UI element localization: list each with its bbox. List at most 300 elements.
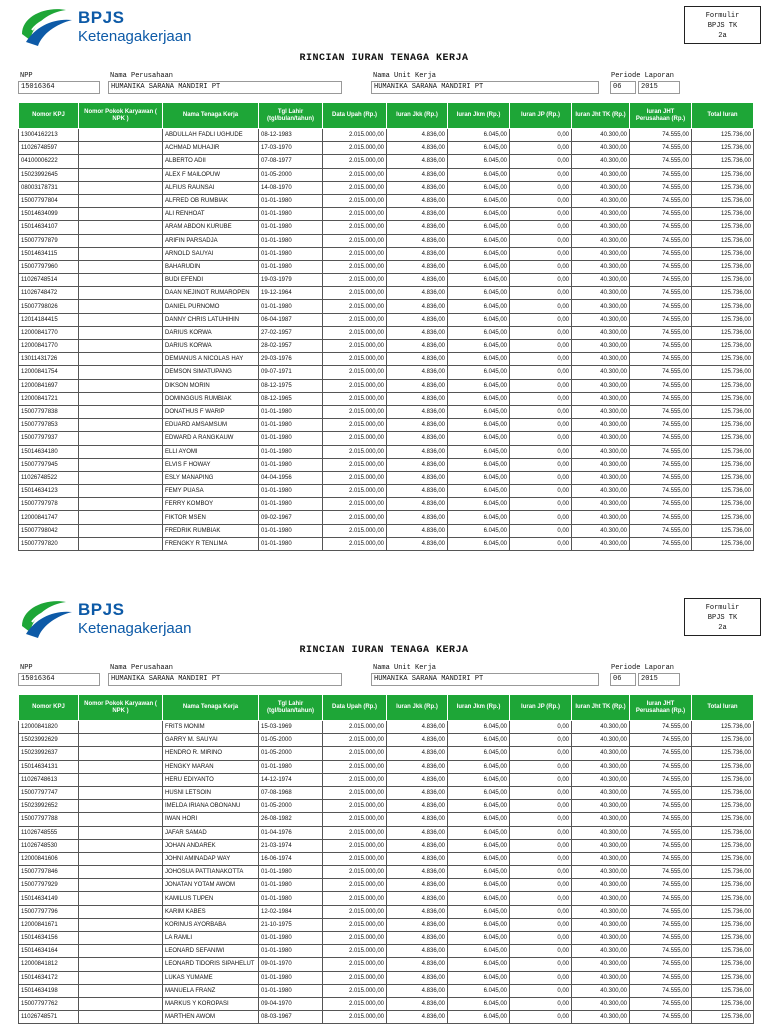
cell-jht-p: 74.555,00 — [630, 432, 692, 445]
cell-jp: 0,00 — [510, 458, 572, 471]
cell-upah: 2.015.000,00 — [323, 392, 387, 405]
cell-tgl-lahir: 01-04-1976 — [259, 826, 323, 839]
cell-jp: 0,00 — [510, 353, 572, 366]
cell-jht-tk: 40.300,00 — [572, 432, 630, 445]
cell-jht-p: 74.555,00 — [630, 221, 692, 234]
cell-jkm: 6.045,00 — [448, 760, 510, 773]
cell-jht-p: 74.555,00 — [630, 313, 692, 326]
cell-jkm: 6.045,00 — [448, 405, 510, 418]
cell-tgl-lahir: 06-04-1987 — [259, 313, 323, 326]
cell-upah: 2.015.000,00 — [323, 800, 387, 813]
cell-npk — [79, 392, 163, 405]
cell-jp: 0,00 — [510, 839, 572, 852]
cell-jkk: 4.836,00 — [387, 260, 448, 273]
cell-jht-tk: 40.300,00 — [572, 498, 630, 511]
cell-total: 125.736,00 — [692, 984, 754, 997]
cell-npk — [79, 747, 163, 760]
cell-upah: 2.015.000,00 — [323, 1011, 387, 1024]
cell-jht-tk: 40.300,00 — [572, 879, 630, 892]
cell-kpj: 15023992637 — [19, 747, 79, 760]
cell-nama: ALI RENHOAT — [163, 208, 259, 221]
cell-jht-p: 74.555,00 — [630, 208, 692, 221]
table-row — [19, 274, 754, 287]
table-row — [19, 866, 754, 879]
table-row — [19, 287, 754, 300]
cell-jht-tk: 40.300,00 — [572, 392, 630, 405]
cell-total: 125.736,00 — [692, 747, 754, 760]
cell-nama: KAMILUS TUPEN — [163, 892, 259, 905]
cell-nama: ALBERTO ADII — [163, 155, 259, 168]
cell-jp: 0,00 — [510, 945, 572, 958]
cell-jht-p: 74.555,00 — [630, 971, 692, 984]
cell-nama: HENDRO R. MIRINO — [163, 747, 259, 760]
cell-jkm: 6.045,00 — [448, 247, 510, 260]
cell-upah: 2.015.000,00 — [323, 181, 387, 194]
cell-jkm: 6.045,00 — [448, 129, 510, 142]
period-month-field: 06 — [610, 673, 636, 686]
cell-jp: 0,00 — [510, 392, 572, 405]
cell-tgl-lahir: 01-01-1980 — [259, 194, 323, 207]
table-row — [19, 773, 754, 786]
cell-jp: 0,00 — [510, 905, 572, 918]
page-title: RINCIAN IURAN TENAGA KERJA — [299, 645, 469, 656]
cell-kpj: 12000841747 — [19, 511, 79, 524]
cell-jht-p: 74.555,00 — [630, 194, 692, 207]
cell-tgl-lahir: 26-08-1982 — [259, 813, 323, 826]
table-header-row — [19, 695, 754, 721]
cell-upah: 2.015.000,00 — [323, 892, 387, 905]
cell-jht-tk: 40.300,00 — [572, 471, 630, 484]
column-header-tgl: Tgl Lahir (tgl/bulan/tahun) — [259, 695, 323, 721]
cell-kpj: 12000841697 — [19, 379, 79, 392]
cell-upah: 2.015.000,00 — [323, 194, 387, 207]
cell-nama: JOHAN ANDAREK — [163, 839, 259, 852]
cell-total: 125.736,00 — [692, 997, 754, 1010]
cell-total: 125.736,00 — [692, 511, 754, 524]
form-line-2: BPJS TK — [707, 22, 738, 30]
cell-upah: 2.015.000,00 — [323, 945, 387, 958]
column-header-npk: Nomor Pokok Karyawan ( NPK ) — [79, 103, 163, 129]
table-row — [19, 945, 754, 958]
cell-nama: MARTHEN AWOM — [163, 1011, 259, 1024]
cell-jkk: 4.836,00 — [387, 511, 448, 524]
cell-jht-p: 74.555,00 — [630, 445, 692, 458]
cell-total: 125.736,00 — [692, 1011, 754, 1024]
cell-total: 125.736,00 — [692, 155, 754, 168]
cell-npk — [79, 432, 163, 445]
cell-jp: 0,00 — [510, 274, 572, 287]
cell-kpj: 13004162213 — [19, 129, 79, 142]
cell-npk — [79, 537, 163, 550]
cell-upah: 2.015.000,00 — [323, 826, 387, 839]
cell-total: 125.736,00 — [692, 839, 754, 852]
cell-jkm: 6.045,00 — [448, 800, 510, 813]
cell-jkm: 6.045,00 — [448, 155, 510, 168]
cell-jp: 0,00 — [510, 866, 572, 879]
cell-jht-tk: 40.300,00 — [572, 800, 630, 813]
cell-jp: 0,00 — [510, 168, 572, 181]
cell-nama: DONATHUS F WARIP — [163, 405, 259, 418]
cell-upah: 2.015.000,00 — [323, 839, 387, 852]
table-row — [19, 984, 754, 997]
cell-jkk: 4.836,00 — [387, 366, 448, 379]
cell-kpj: 15007797747 — [19, 786, 79, 799]
cell-tgl-lahir: 01-01-1980 — [259, 984, 323, 997]
bpjs-logo — [16, 4, 216, 48]
cell-nama: ABDULLAH FADLI UGHUDE — [163, 129, 259, 142]
cell-tgl-lahir: 01-01-1980 — [259, 760, 323, 773]
contribution-table — [18, 102, 754, 551]
cell-jkm: 6.045,00 — [448, 786, 510, 799]
cell-nama: ELVIS F HOWAY — [163, 458, 259, 471]
cell-nama: ACHMAD MUHAJIR — [163, 142, 259, 155]
cell-jp: 0,00 — [510, 918, 572, 931]
table-row — [19, 313, 754, 326]
cell-npk — [79, 839, 163, 852]
cell-jkk: 4.836,00 — [387, 839, 448, 852]
cell-tgl-lahir: 01-01-1980 — [259, 221, 323, 234]
cell-total: 125.736,00 — [692, 234, 754, 247]
cell-jht-p: 74.555,00 — [630, 168, 692, 181]
column-header-tgl: Tgl Lahir (tgl/bulan/tahun) — [259, 103, 323, 129]
cell-kpj: 15007797820 — [19, 537, 79, 550]
table-row — [19, 221, 754, 234]
cell-kpj: 11026748613 — [19, 773, 79, 786]
cell-kpj: 15007797937 — [19, 432, 79, 445]
cell-jkm: 6.045,00 — [448, 905, 510, 918]
cell-nama: FIKTOR MSEN — [163, 511, 259, 524]
cell-jht-p: 74.555,00 — [630, 839, 692, 852]
cell-upah: 2.015.000,00 — [323, 129, 387, 142]
cell-jht-p: 74.555,00 — [630, 234, 692, 247]
cell-tgl-lahir: 01-01-1980 — [259, 971, 323, 984]
table-row — [19, 247, 754, 260]
cell-upah: 2.015.000,00 — [323, 274, 387, 287]
cell-nama: HUSNI LETSOIN — [163, 786, 259, 799]
cell-npk — [79, 485, 163, 498]
cell-jkm: 6.045,00 — [448, 287, 510, 300]
cell-jht-tk: 40.300,00 — [572, 1011, 630, 1024]
cell-tgl-lahir: 29-03-1976 — [259, 353, 323, 366]
cell-jp: 0,00 — [510, 932, 572, 945]
cell-jkm: 6.045,00 — [448, 168, 510, 181]
cell-jkm: 6.045,00 — [448, 419, 510, 432]
cell-total: 125.736,00 — [692, 366, 754, 379]
cell-npk — [79, 155, 163, 168]
cell-total: 125.736,00 — [692, 786, 754, 799]
cell-jkk: 4.836,00 — [387, 287, 448, 300]
cell-kpj: 12000841812 — [19, 958, 79, 971]
cell-jkk: 4.836,00 — [387, 155, 448, 168]
form-line-1: Formulir — [705, 604, 740, 612]
cell-total: 125.736,00 — [692, 485, 754, 498]
cell-jkk: 4.836,00 — [387, 813, 448, 826]
cell-jkm: 6.045,00 — [448, 773, 510, 786]
cell-kpj: 15007797978 — [19, 498, 79, 511]
cell-jp: 0,00 — [510, 340, 572, 353]
cell-jht-p: 74.555,00 — [630, 247, 692, 260]
cell-nama: EDUARD AMSAMSUM — [163, 419, 259, 432]
cell-jht-p: 74.555,00 — [630, 800, 692, 813]
unit-label: Nama Unit Kerja — [373, 664, 437, 672]
cell-nama: IMELDA IRIANA OBONANU — [163, 800, 259, 813]
cell-nama: DEMIANUS A NICOLAS HAY — [163, 353, 259, 366]
cell-upah: 2.015.000,00 — [323, 287, 387, 300]
company-label: Nama Perusahaan — [110, 72, 174, 80]
cell-total: 125.736,00 — [692, 918, 754, 931]
cell-jht-tk: 40.300,00 — [572, 734, 630, 747]
cell-kpj: 15023992652 — [19, 800, 79, 813]
cell-jkk: 4.836,00 — [387, 905, 448, 918]
cell-tgl-lahir: 09-07-1971 — [259, 366, 323, 379]
cell-jht-tk: 40.300,00 — [572, 524, 630, 537]
cell-jht-p: 74.555,00 — [630, 866, 692, 879]
table-row — [19, 498, 754, 511]
cell-tgl-lahir: 14-12-1974 — [259, 773, 323, 786]
cell-total: 125.736,00 — [692, 905, 754, 918]
cell-kpj: 12000841606 — [19, 852, 79, 865]
cell-total: 125.736,00 — [692, 892, 754, 905]
cell-tgl-lahir: 15-03-1969 — [259, 721, 323, 734]
column-header-jkm: Iuran Jkm (Rp.) — [448, 103, 510, 129]
cell-jkk: 4.836,00 — [387, 524, 448, 537]
cell-jht-tk: 40.300,00 — [572, 353, 630, 366]
cell-jht-p: 74.555,00 — [630, 511, 692, 524]
table-row — [19, 392, 754, 405]
cell-upah: 2.015.000,00 — [323, 168, 387, 181]
cell-total: 125.736,00 — [692, 852, 754, 865]
cell-jht-p: 74.555,00 — [630, 287, 692, 300]
cell-total: 125.736,00 — [692, 287, 754, 300]
cell-jkk: 4.836,00 — [387, 340, 448, 353]
cell-jp: 0,00 — [510, 485, 572, 498]
cell-jht-p: 74.555,00 — [630, 353, 692, 366]
cell-upah: 2.015.000,00 — [323, 958, 387, 971]
cell-tgl-lahir: 27-02-1957 — [259, 326, 323, 339]
cell-jp: 0,00 — [510, 313, 572, 326]
cell-nama: FRENGKY R TENLIMA — [163, 537, 259, 550]
unit-field: HUMANIKA SARANA MANDIRI PT — [371, 81, 599, 94]
cell-tgl-lahir: 21-10-1975 — [259, 918, 323, 931]
cell-jkk: 4.836,00 — [387, 419, 448, 432]
cell-jkm: 6.045,00 — [448, 721, 510, 734]
table-row — [19, 839, 754, 852]
cell-nama: HERU EDIYANTO — [163, 773, 259, 786]
cell-jkk: 4.836,00 — [387, 458, 448, 471]
cell-jht-p: 74.555,00 — [630, 366, 692, 379]
cell-total: 125.736,00 — [692, 194, 754, 207]
cell-jht-tk: 40.300,00 — [572, 866, 630, 879]
column-header-jht-tk: Iuran Jht TK (Rp.) — [572, 695, 630, 721]
cell-jht-tk: 40.300,00 — [572, 300, 630, 313]
cell-jkk: 4.836,00 — [387, 786, 448, 799]
cell-npk — [79, 905, 163, 918]
column-header-total: Total Iuran — [692, 695, 754, 721]
table-row — [19, 747, 754, 760]
cell-jp: 0,00 — [510, 852, 572, 865]
table-header-row — [19, 103, 754, 129]
cell-jht-tk: 40.300,00 — [572, 194, 630, 207]
cell-jp: 0,00 — [510, 432, 572, 445]
cell-jht-p: 74.555,00 — [630, 485, 692, 498]
cell-jht-p: 74.555,00 — [630, 905, 692, 918]
cell-jht-p: 74.555,00 — [630, 945, 692, 958]
cell-nama: LA RAMLI — [163, 932, 259, 945]
cell-jht-p: 74.555,00 — [630, 405, 692, 418]
cell-jht-p: 74.555,00 — [630, 142, 692, 155]
cell-jht-tk: 40.300,00 — [572, 760, 630, 773]
cell-jp: 0,00 — [510, 826, 572, 839]
cell-nama: FREDRIK RUMBIAK — [163, 524, 259, 537]
cell-kpj: 12000841721 — [19, 392, 79, 405]
cell-total: 125.736,00 — [692, 773, 754, 786]
cell-kpj: 15014634180 — [19, 445, 79, 458]
cell-upah: 2.015.000,00 — [323, 498, 387, 511]
cell-jp: 0,00 — [510, 524, 572, 537]
cell-jp: 0,00 — [510, 879, 572, 892]
cell-nama: MANUELA FRANZ — [163, 984, 259, 997]
cell-tgl-lahir: 19-12-1964 — [259, 287, 323, 300]
cell-tgl-lahir: 01-01-1980 — [259, 234, 323, 247]
cell-upah: 2.015.000,00 — [323, 260, 387, 273]
table-row — [19, 458, 754, 471]
cell-upah: 2.015.000,00 — [323, 221, 387, 234]
cell-npk — [79, 129, 163, 142]
cell-upah: 2.015.000,00 — [323, 760, 387, 773]
cell-jp: 0,00 — [510, 511, 572, 524]
cell-nama: IWAN HORI — [163, 813, 259, 826]
cell-kpj: 11026748522 — [19, 471, 79, 484]
cell-jht-p: 74.555,00 — [630, 129, 692, 142]
cell-jkm: 6.045,00 — [448, 221, 510, 234]
cell-upah: 2.015.000,00 — [323, 511, 387, 524]
cell-upah: 2.015.000,00 — [323, 326, 387, 339]
contribution-table — [18, 694, 754, 1024]
cell-jht-tk: 40.300,00 — [572, 405, 630, 418]
cell-tgl-lahir: 09-01-1970 — [259, 958, 323, 971]
cell-npk — [79, 260, 163, 273]
table-row — [19, 142, 754, 155]
table-row — [19, 813, 754, 826]
cell-tgl-lahir: 01-01-1980 — [259, 485, 323, 498]
cell-upah: 2.015.000,00 — [323, 879, 387, 892]
cell-jht-tk: 40.300,00 — [572, 892, 630, 905]
cell-kpj: 13011431726 — [19, 353, 79, 366]
table-row — [19, 326, 754, 339]
cell-jkk: 4.836,00 — [387, 747, 448, 760]
cell-nama: ARNOLD SAUYAI — [163, 247, 259, 260]
cell-total: 125.736,00 — [692, 379, 754, 392]
cell-jht-tk: 40.300,00 — [572, 260, 630, 273]
form-code-box — [684, 6, 761, 44]
table-row — [19, 194, 754, 207]
cell-jkk: 4.836,00 — [387, 773, 448, 786]
table-row — [19, 366, 754, 379]
cell-jht-tk: 40.300,00 — [572, 997, 630, 1010]
cell-jkm: 6.045,00 — [448, 971, 510, 984]
cell-total: 125.736,00 — [692, 300, 754, 313]
cell-jht-p: 74.555,00 — [630, 813, 692, 826]
cell-total: 125.736,00 — [692, 168, 754, 181]
cell-npk — [79, 984, 163, 997]
cell-jht-tk: 40.300,00 — [572, 826, 630, 839]
cell-upah: 2.015.000,00 — [323, 432, 387, 445]
cell-npk — [79, 287, 163, 300]
cell-tgl-lahir: 01-01-1980 — [259, 892, 323, 905]
cell-tgl-lahir: 01-01-1980 — [259, 932, 323, 945]
cell-total: 125.736,00 — [692, 826, 754, 839]
cell-jht-p: 74.555,00 — [630, 773, 692, 786]
cell-total: 125.736,00 — [692, 181, 754, 194]
cell-kpj: 04100006222 — [19, 155, 79, 168]
cell-jkm: 6.045,00 — [448, 392, 510, 405]
cell-jht-p: 74.555,00 — [630, 340, 692, 353]
cell-tgl-lahir: 08-12-1975 — [259, 379, 323, 392]
table-row — [19, 958, 754, 971]
cell-jkm: 6.045,00 — [448, 379, 510, 392]
cell-tgl-lahir: 01-01-1980 — [259, 208, 323, 221]
cell-nama: LEONARD TIDORIS SIPAHELUT — [163, 958, 259, 971]
brand-subtitle: Ketenagakerjaan — [78, 620, 192, 637]
cell-jht-tk: 40.300,00 — [572, 313, 630, 326]
cell-npk — [79, 945, 163, 958]
cell-total: 125.736,00 — [692, 524, 754, 537]
cell-jht-p: 74.555,00 — [630, 392, 692, 405]
table-row — [19, 208, 754, 221]
table-row — [19, 918, 754, 931]
cell-npk — [79, 326, 163, 339]
brand-name: BPJS — [78, 8, 125, 27]
cell-jkk: 4.836,00 — [387, 432, 448, 445]
cell-jkm: 6.045,00 — [448, 260, 510, 273]
cell-jkk: 4.836,00 — [387, 918, 448, 931]
cell-tgl-lahir: 01-01-1980 — [259, 945, 323, 958]
cell-kpj: 15014634099 — [19, 208, 79, 221]
cell-nama: ARIFIN PARSADJA — [163, 234, 259, 247]
table-row — [19, 511, 754, 524]
cell-total: 125.736,00 — [692, 958, 754, 971]
cell-total: 125.736,00 — [692, 326, 754, 339]
cell-kpj: 12000841754 — [19, 366, 79, 379]
cell-npk — [79, 405, 163, 418]
cell-kpj: 15007797788 — [19, 813, 79, 826]
cell-nama: EDWARD A RANGKAUW — [163, 432, 259, 445]
cell-npk — [79, 234, 163, 247]
column-header-upah: Data Upah (Rp.) — [323, 695, 387, 721]
cell-kpj: 12000841671 — [19, 918, 79, 931]
cell-nama: ESLY MANAPING — [163, 471, 259, 484]
cell-jht-tk: 40.300,00 — [572, 971, 630, 984]
cell-npk — [79, 194, 163, 207]
cell-jkk: 4.836,00 — [387, 879, 448, 892]
cell-jkk: 4.836,00 — [387, 313, 448, 326]
table-row — [19, 353, 754, 366]
cell-jp: 0,00 — [510, 300, 572, 313]
cell-jkm: 6.045,00 — [448, 471, 510, 484]
table-row — [19, 379, 754, 392]
cell-jht-tk: 40.300,00 — [572, 537, 630, 550]
form-code-box — [684, 598, 761, 636]
cell-tgl-lahir: 01-01-1980 — [259, 537, 323, 550]
cell-jht-p: 74.555,00 — [630, 458, 692, 471]
cell-jht-tk: 40.300,00 — [572, 247, 630, 260]
cell-kpj: 12000841770 — [19, 340, 79, 353]
cell-nama: LEONARD SEFANIWI — [163, 945, 259, 958]
cell-tgl-lahir: 08-03-1967 — [259, 1011, 323, 1024]
npp-label: NPP — [20, 72, 33, 80]
cell-total: 125.736,00 — [692, 260, 754, 273]
cell-jht-p: 74.555,00 — [630, 786, 692, 799]
